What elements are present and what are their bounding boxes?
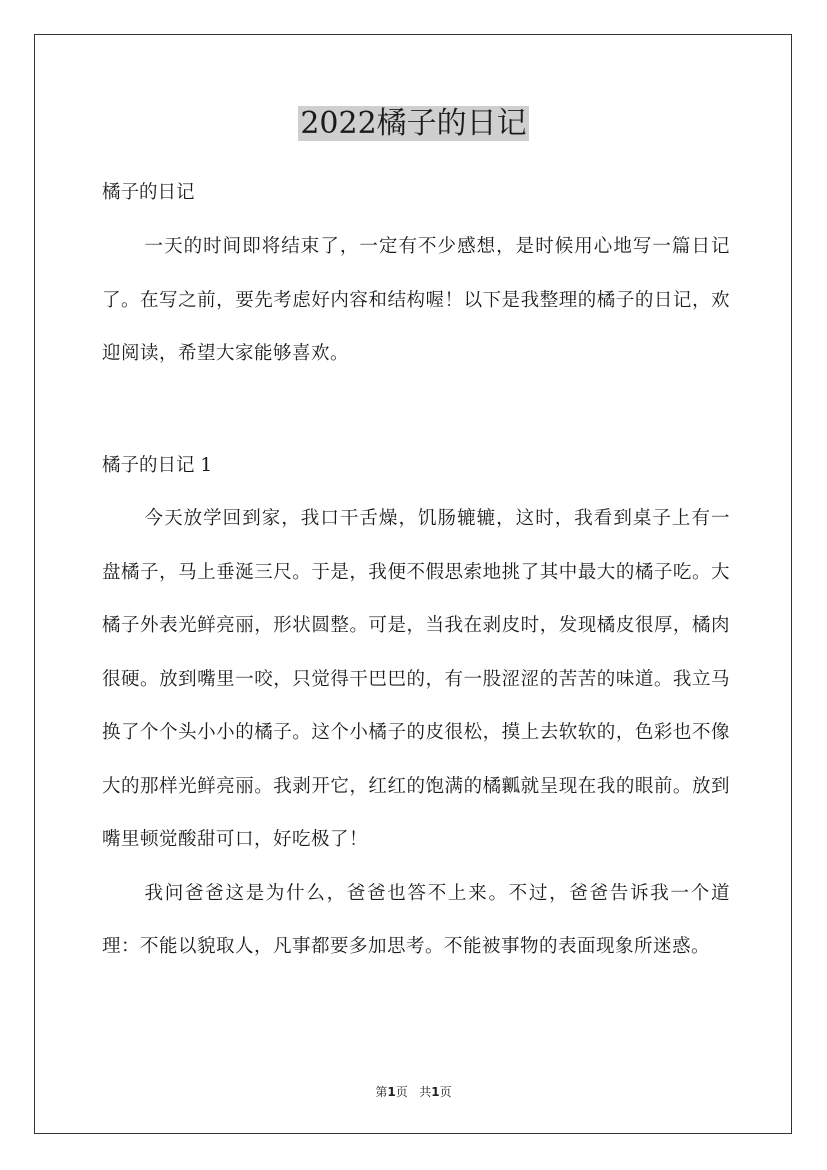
footer-prefix: 第 — [375, 1085, 388, 1099]
section-heading-intro: 橘子的日记 — [102, 182, 195, 203]
entry-1-paragraph-2: 我问爸爸这是为什么，爸爸也答不上来。不过，爸爸告诉我一个道理：不能以貌取人，凡事都要多加思考。不能被事物的表面现象所迷惑。 — [102, 882, 730, 957]
section-heading-entry-1: 橘子的日记 1 — [102, 455, 213, 476]
intro-section — [102, 220, 730, 381]
intro-paragraph: 一天的时间即将结束了，一定有不少感想，是时候用心地写一篇日记了。在写之前，要先考虑好内容和结构喔！以下是我整理的橘子的日记，欢迎阅读，希望大家能够喜欢。 — [102, 236, 730, 364]
document-title-text: 2022橘子的日记 — [300, 106, 527, 141]
entry-1-paragraph-1: 今天放学回到家，我口干舌燥，饥肠辘辘，这时，我看到桌子上有一盘橘子，马上垂涎三尺。于是，我便不假思索地挑了其中最大的橘子吃。大橘子外表光鲜亮丽，形状圆整。可是，当我在剥皮时，发现橘皮很厚，橘肉很硬。放到嘴里一咬，只觉得干巴巴的，有一股涩涩的苦苦的味道。我立马换了个个头小小的橘子。这个小橘子的皮很松，摸上去软软的，色彩也不像大的那样光鲜亮丽。我剥开它，红红的饱满的橘瓤就呈现在我的眼前。放到嘴里顿觉酸甜可口，好吃极了！ — [102, 508, 730, 850]
document-title — [0, 104, 827, 144]
page-footer — [0, 1083, 827, 1100]
footer-mid: 页 共 — [395, 1085, 432, 1099]
footer-suffix: 页 — [439, 1085, 452, 1099]
footer-page-current: 1 — [387, 1085, 396, 1099]
entry-1-section — [102, 492, 730, 974]
footer-page-total: 1 — [431, 1085, 440, 1099]
